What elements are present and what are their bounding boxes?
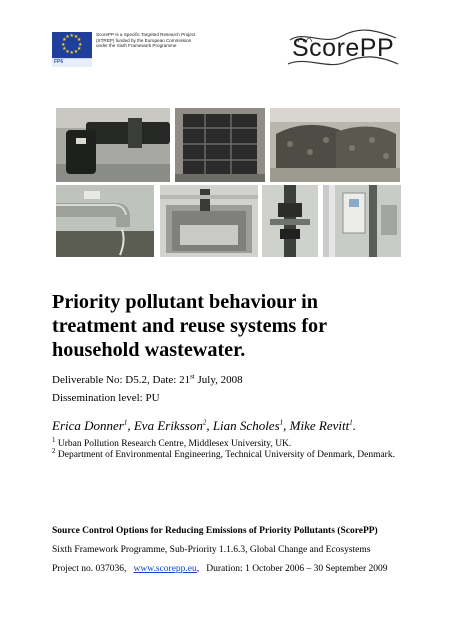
eu-star-icon: ★	[65, 35, 70, 41]
eu-star-icon: ★	[62, 46, 67, 52]
fp6-mark: FP6	[54, 59, 64, 65]
fp6-logo	[52, 58, 92, 67]
photo-treatment-tank	[160, 185, 258, 257]
eu-funding-notice: ScorePP is a Specific Targeted Research Project (STREP) funded by the European Commission under the Sixth Framework Programme	[96, 32, 196, 49]
eu-star-icon: ★	[76, 38, 82, 44]
eu-star-icon: ★	[73, 35, 79, 41]
photo-filter-media	[270, 108, 400, 182]
deliverable-info: Deliverable No: D5.2, Date: 21st July, 2008	[52, 372, 243, 386]
page-title: Priority pollutant behaviour in treatment and reuse systems for household wastewater.	[52, 291, 327, 361]
affiliation: $^1$ Urban Pollution Research Centre, Middlesex University, UK.	[52, 435, 292, 449]
photo-uv-unit	[323, 185, 401, 257]
eu-star-icon: ★	[69, 51, 74, 56]
scorepp-logo-text: ScorePP	[292, 34, 395, 62]
affiliation: $^2$ Department of Environmental Engineering, Technical University of Denmark, Denmark.	[52, 446, 395, 460]
eu-star-icon: ★	[61, 42, 66, 48]
eu-star-icon: ★	[69, 34, 74, 39]
eu-star-icon: ★	[62, 38, 67, 44]
eu-star-icon: ★	[73, 49, 79, 55]
photo-tank-with-frame	[175, 108, 265, 182]
dissemination-level: Dissemination level: PU	[52, 392, 160, 404]
eu-star-icon: ★	[78, 42, 83, 48]
project-name: Source Control Options for Reducing Emissions of Priority Pollutants (ScorePP)	[52, 526, 378, 536]
author-name: Lian Scholes	[212, 418, 280, 433]
photo-overflow-pipe	[56, 185, 154, 257]
eu-flag-logo	[52, 32, 92, 58]
eu-star-icon: ★	[65, 49, 70, 55]
project-url-link[interactable]: www.scorepp.eu	[133, 564, 197, 574]
author-name: Eva Eriksson	[133, 418, 203, 433]
author-name: Erica Donner	[52, 418, 124, 433]
photo-pipe-fittings	[56, 108, 170, 182]
project-info: Project no. 037036, www.scorepp.eu, Duration: 1 October 2006 – 30 September 2009	[52, 564, 388, 574]
programme-line: Sixth Framework Programme, Sub-Priority 1.1.6.3, Global Change and Ecosystems	[52, 545, 371, 555]
eu-star-icon: ★	[76, 46, 82, 52]
author-name: Mike Revitt	[289, 418, 350, 433]
photo-pipe-valve	[262, 185, 318, 257]
author-list: Erica Donner$^1$, Eva Eriksson$^2$, Lian Scholes$^1$, Mike Revitt$^1$.	[52, 418, 356, 433]
